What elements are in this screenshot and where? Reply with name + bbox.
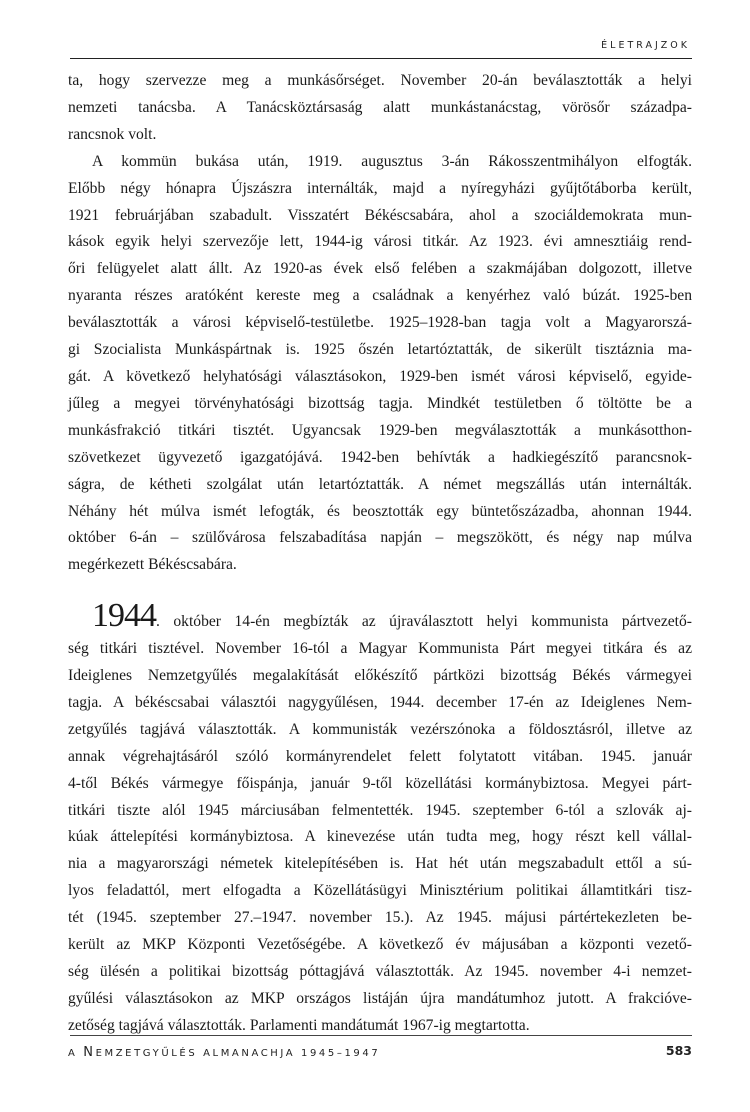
text-line: zetgyűlés tagjává választották. A kommunisták vezérszónoka a földosztásról, illetve az [68,720,692,738]
text-line: került az MKP Központi Vezetőségébe. A következő év májusában a központi vezető- [68,936,692,954]
footer-title-rest: EMZETGYŰLÉS ALMANACHJA 1945–1947 [95,1048,381,1059]
text-line: Előbb négy hónapra Újszászra internálták, majd a nyíregyházi gyűjtőtáborba került, [68,179,692,197]
text-line: Ideiglenes Nemzetgyűlés megalakítását előkészítő pártközi bizottság Békés vármegyei [68,667,692,685]
text-line: A kommün bukása után, 1919. augusztus 3-án Rákosszentmihályon elfogták. [92,152,692,170]
text-line: tét (1945. szeptember 27.–1947. november 15.). Az 1945. májusi pártértekezleten be- [68,909,692,927]
text-line: őri felügyelet alatt állt. Az 1920-as évek első felében a szakmájában dolgozott, illetve [68,260,692,278]
text-line: gyűlési választásokon az MKP országos listáján újra mandátumhoz jutott. A frakcióve- [68,989,692,1007]
text-line: 1921 februárjában szabadult. Visszatért Békéscsabára, ahol a szociáldemokrata mun- [68,206,692,224]
text-line: 4-től Békés vármegye főispánja, január 9-től közellátási kormánybiztosa. Megyei párt- [68,774,692,792]
text-line: jűleg a megyei törvényhatósági bizottság tagja. Mindkét testületben ő töltötte be a [68,394,692,412]
text-line: kúak áttelepítési kormánybiztosa. A kinevezése után tudta meg, hogy részt kell vállal- [68,828,692,846]
text-line: nyaranta részes aratóként kereste meg a családnak a kenyérhez való búzát. 1925-ben [68,287,692,305]
text-line: szövetkezet ügyvezető igazgatójává. 1942-ben behívták a hadkiegészítő parancsnok- [68,448,692,466]
text-line: gi Szocialista Munkáspártnak is. 1925 őszén letartóztatták, de sikerült tisztáznia ma- [68,341,692,359]
text-line: Néhány hét múlva ismét lefogták, és beosztották egy büntetőszázadba, ahonnan 1944. [68,502,692,520]
text-line: ség ülésén a politikai bizottság póttagjává választották. Az 1945. november 4-i nemzet- [68,963,692,980]
footer-title [68,1045,380,1060]
text-line: megérkezett Békéscsabára. [68,556,237,574]
text-line: annak végrehajtásáról szóló kormányrendelet felett folytatott vitában. 1945. január [68,747,692,765]
text-line: ta, hogy szervezze meg a munkásőrséget. November 20-án beválasztották a helyi [68,72,692,89]
text-line: kások egyik helyi szervezője lett, 1944-ig városi titkár. Az 1923. évi amnesztiáig rend- [68,233,692,251]
text-line: ség titkári tisztével. November 16-tól a Magyar Kommunista Párt megyei titkára és az [68,640,692,658]
footer-title-initial: N [83,1045,96,1060]
paragraph-3 [68,597,692,1040]
footer-title-a: A [68,1048,84,1059]
lead-line [68,597,692,636]
paragraph-1 [68,68,692,149]
body-text [68,68,692,1040]
text-line: gát. A következő helyhatósági választásokon, 1929-ben ismét városi képviselő, egyide- [68,367,692,385]
text-line: október 6-án – szülővárosa felszabadítása napján – megszökött, és négy nap múlva [68,529,692,547]
footer-rule [70,1035,692,1036]
paragraph-2 [68,149,692,580]
text-line: beválasztották a városi képviselő-testületbe. 1925–1928-ban tagja volt a Magyarorszá- [68,314,692,332]
page-number: 583 [665,1043,692,1058]
text-line: rancsnok volt. [68,125,157,143]
text-line: zetőség tagjává választották. Parlamenti mandátumát 1967-ig megtartotta. [68,1016,530,1034]
text-line: nemzeti tanácsba. A Tanácsköztársaság alatt munkástanácstag, vörösőr századpa- [68,98,692,116]
running-head: ÉLETRAJZOK [601,40,690,51]
text-line: munkásfrakció titkári tisztét. Ugyancsak 1929-ben megválasztották a munkásotthon- [68,421,692,439]
text-line: ságra, de kétheti szolgálat után letartóztatták. A német megszállás után internálták. [68,475,692,493]
text-line: titkári tiszte alól 1945 márciusában felmentették. 1945. szeptember 6-tól a szlovák aj- [68,801,692,819]
text-line: tagja. A békéscsabai választói nagygyűlésen, 1944. december 17-én az Ideiglenes Nem- [68,693,692,711]
lead-year: 1944 [92,597,156,635]
text-line: nia a magyarországi németek kitelepítésében is. Hat hét után megszabadult ettől a sú- [68,855,692,873]
text-line: lyos feladattól, mert elfogadta a Közellátásügyi Minisztérium politikai államtitkári tisz- [68,882,692,900]
header-rule [70,58,692,59]
lead-text: . október 14-én megbízták az újraválasztott helyi kommunista pártvezető- [156,613,692,631]
